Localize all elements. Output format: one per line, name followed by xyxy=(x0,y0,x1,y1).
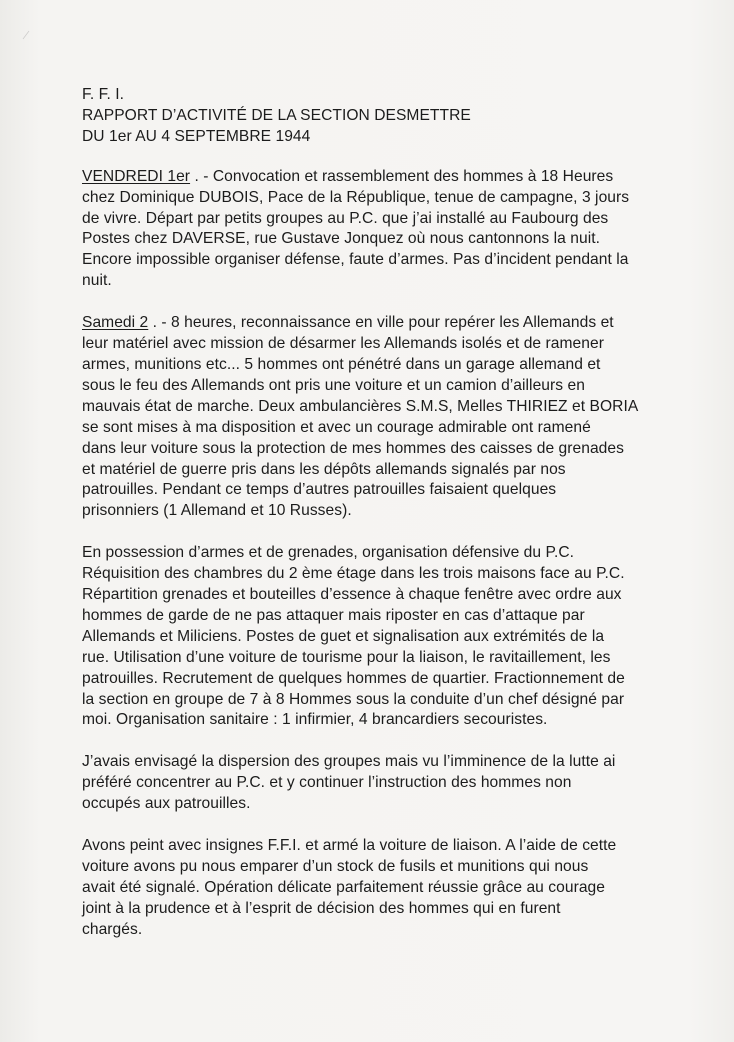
text-line: chez Dominique DUBOIS, Pace de la République, tenue de campagne, 3 jours xyxy=(82,188,630,206)
text-line: Répartition grenades et bouteilles d’essence à chaque fenêtre avec ordre aux xyxy=(82,586,622,604)
organization-name: F. F. I. xyxy=(82,86,124,103)
text-line: patrouilles. Pendant ce temps d’autres patrouilles faisaient quelques xyxy=(82,481,557,499)
paragraph-friday xyxy=(82,167,682,292)
report-title: RAPPORT D’ACTIVITÉ DE LA SECTION DESMETTRE xyxy=(82,106,471,124)
paragraph-liaison-vehicle xyxy=(82,836,682,941)
report-header xyxy=(82,85,682,148)
text-line: occupés aux patrouilles. xyxy=(82,795,251,813)
text-line: hommes de garde de ne pas attaquer mais riposter en cas d’attaque par xyxy=(82,606,585,624)
text-line: et matériel de guerre pris dans les dépôts allemands signalés par nos xyxy=(82,460,566,478)
text-line: chargés. xyxy=(82,920,143,938)
text-line: avait été signalé. Opération délicate parfaitement réussie grâce au courage xyxy=(82,878,605,896)
text-line: Réquisition des chambres du 2 ème étage dans les trois maisons face au P.C. xyxy=(82,565,625,583)
text-line: préféré concentrer au P.C. et y continuer l’instruction des hommes non xyxy=(82,774,572,792)
text-line: se sont mises à ma disposition et avec un courage admirable ont ramené xyxy=(82,418,591,436)
text-line: dans leur voiture sous la protection de mes hommes des caisses de grenades xyxy=(82,439,624,457)
scan-speck xyxy=(22,30,30,40)
report-period: DU 1er AU 4 SEPTEMBRE 1944 xyxy=(82,127,311,145)
text-line: sous le feu des Allemands ont pris une voiture et un camion d’ailleurs en xyxy=(82,376,585,394)
day-heading-friday: VENDREDI 1er xyxy=(82,167,191,185)
text-line: Allemands et Miliciens. Postes de guet et signalisation aux extrémités de la xyxy=(82,627,605,645)
text-line: joint à la prudence et à l’esprit de décision des hommes qui en furent xyxy=(82,899,561,917)
text-line: de vivre. Départ par petits groupes au P.C. que j’ai installé au Faubourg des xyxy=(82,209,609,227)
day-heading-saturday: Samedi 2 xyxy=(82,314,149,332)
text-line: nuit. xyxy=(82,272,112,290)
text-line: VENDREDI 1er . - Convocation et rassemblement des hommes à 18 Heures xyxy=(82,167,614,185)
paragraph-saturday xyxy=(82,313,682,522)
text-line: Avons peint avec insignes F.F.I. et armé la voiture de liaison. A l’aide de cette xyxy=(82,837,617,855)
text-line: leur matériel avec mission de désarmer les Allemands isolés et de ramener xyxy=(82,335,604,353)
report-text xyxy=(82,85,682,962)
text-line: Postes chez DAVERSE, rue Gustave Jonquez où nous cantonnons la nuit. xyxy=(82,230,601,248)
text-line: rue. Utilisation d’une voiture de tourisme pour la liaison, le ravitaillement, les xyxy=(82,648,611,666)
text-line: voiture avons pu nous emparer d’un stock de fusils et munitions qui nous xyxy=(82,858,589,875)
text-line: Samedi 2 . - 8 heures, reconnaissance en ville pour repérer les Allemands et xyxy=(82,314,614,332)
text-line: prisonniers (1 Allemand et 10 Russes). xyxy=(82,502,352,520)
paragraph-defense xyxy=(82,543,682,731)
text-line: armes, munitions etc... 5 hommes ont pénétré dans un garage allemand et xyxy=(82,355,601,373)
text-line: En possession d’armes et de grenades, organisation défensive du P.C. xyxy=(82,544,575,562)
text-line: moi. Organisation sanitaire : 1 infirmier, 4 brancardiers secouristes. xyxy=(82,711,548,729)
text-line: patrouilles. Recrutement de quelques hommes de quartier. Fractionnement de xyxy=(82,669,625,687)
paragraph-dispersion xyxy=(82,752,682,815)
text-line: mauvais état de marche. Deux ambulancières S.M.S, Melles THIRIEZ et BORIA xyxy=(82,397,639,415)
text-line: Encore impossible organiser défense, faute d’armes. Pas d’incident pendant la xyxy=(82,251,629,269)
text-line: la section en groupe de 7 à 8 Hommes sous la conduite d’un chef désigné par xyxy=(82,690,625,708)
text-line: J’avais envisagé la dispersion des groupes mais vu l’imminence de la lutte ai xyxy=(82,753,616,771)
